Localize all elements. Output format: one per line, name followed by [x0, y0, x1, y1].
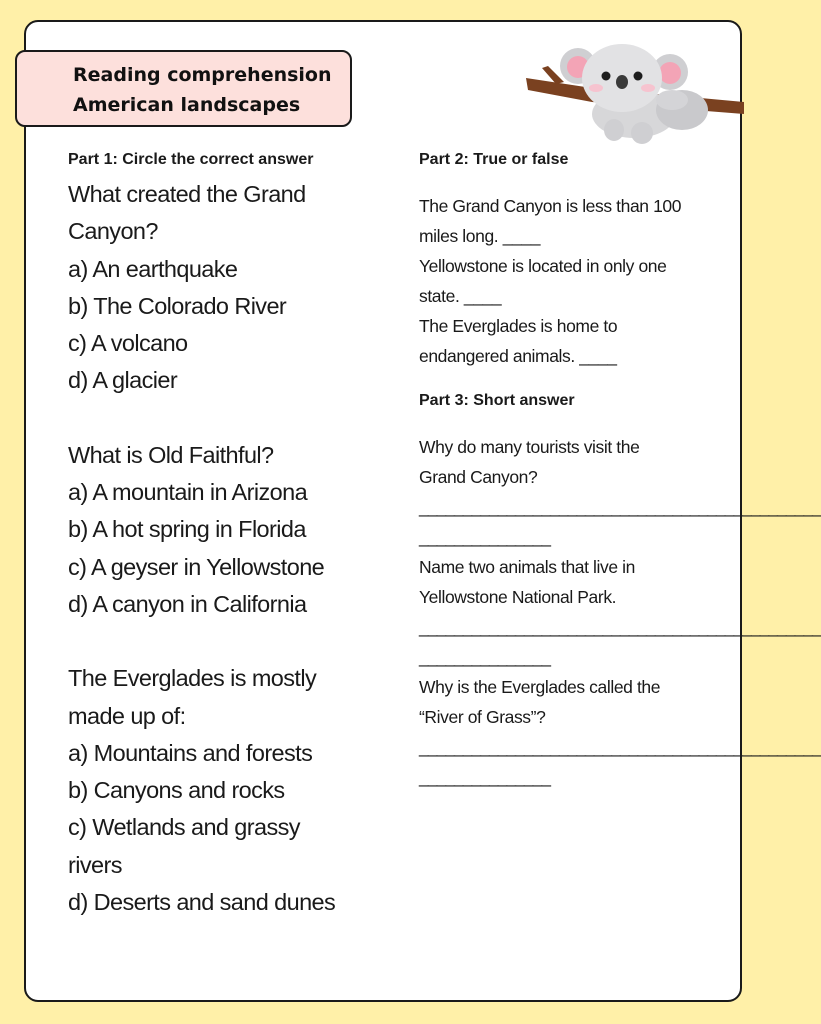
- short-answer-question: Name two animals that live in: [419, 557, 635, 577]
- question-2-option-b[interactable]: b) A hot spring in Florida: [68, 516, 306, 543]
- question-2-option-c[interactable]: c) A geyser in Yellowstone: [68, 553, 325, 580]
- short-answer-question: Grand Canyon?: [419, 467, 538, 487]
- short-answer-question: “River of Grass”?: [419, 707, 546, 727]
- short-answer-1: [419, 432, 821, 552]
- short-answer-question: Yellowstone National Park.: [419, 587, 617, 607]
- true-false-statement: Yellowstone is located in only one: [419, 256, 667, 276]
- question-3: [68, 660, 388, 921]
- question-1-text: What created the Grand: [68, 181, 306, 207]
- question-1-option-d[interactable]: d) A glacier: [68, 367, 178, 394]
- question-3-option-c-continued[interactable]: rivers: [68, 851, 122, 878]
- question-3-option-a[interactable]: a) Mountains and forests: [68, 739, 313, 766]
- koala-icon: [522, 38, 744, 146]
- part1-column: [68, 146, 388, 921]
- true-false-statement: The Grand Canyon is less than 100: [419, 196, 682, 216]
- short-answer-2: [419, 552, 821, 672]
- question-1-text: Canyon?: [68, 218, 158, 245]
- question-2-option-a[interactable]: a) A mountain in Arizona: [68, 479, 308, 506]
- answer-line[interactable]: _______________: [419, 647, 550, 667]
- question-1-option-a[interactable]: a) An earthquake: [68, 255, 238, 282]
- question-3-text: made up of:: [68, 702, 186, 729]
- short-answer-3: [419, 672, 821, 792]
- part2-heading: Part 2: True or false: [419, 151, 569, 168]
- question-3-option-b[interactable]: b) Canyons and rocks: [68, 777, 285, 804]
- question-2-option-d[interactable]: d) A canyon in California: [68, 590, 307, 617]
- true-false-statement: The Everglades is home to: [419, 316, 618, 336]
- question-1-option-b[interactable]: b) The Colorado River: [68, 292, 287, 319]
- answer-line[interactable]: _______________: [419, 527, 550, 547]
- question-1-option-c[interactable]: c) A volcano: [68, 330, 188, 357]
- true-false-statement[interactable]: miles long. ____: [419, 226, 541, 246]
- title-box: [15, 50, 352, 127]
- short-answer-question: Why do many tourists visit the: [419, 437, 640, 457]
- title-line-1: Reading comprehension: [73, 64, 332, 86]
- short-answer-question: Why is the Everglades called the: [419, 677, 661, 697]
- question-3-text: The Everglades is mostly: [68, 665, 317, 692]
- question-3-option-c[interactable]: c) Wetlands and grassy: [68, 814, 300, 841]
- true-false-list: [419, 191, 719, 371]
- true-false-statement[interactable]: state. ____: [419, 286, 502, 306]
- answer-line[interactable]: ______________________________________________: [419, 617, 821, 637]
- title-line-2: American landscapes: [73, 94, 301, 116]
- question-3-option-d[interactable]: d) Deserts and sand dunes: [68, 889, 336, 916]
- question-2: [68, 437, 388, 623]
- part1-heading: Part 1: Circle the correct answer: [68, 151, 314, 168]
- answer-line[interactable]: ______________________________________________: [419, 497, 821, 517]
- right-column: [419, 146, 821, 792]
- question-2-text: What is Old Faithful?: [68, 441, 274, 468]
- answer-line[interactable]: ______________________________________________: [419, 737, 821, 757]
- true-false-statement[interactable]: endangered animals. ____: [419, 346, 617, 366]
- part3-heading: Part 3: Short answer: [419, 392, 575, 409]
- question-1: [68, 176, 388, 400]
- answer-line[interactable]: _______________: [419, 767, 550, 787]
